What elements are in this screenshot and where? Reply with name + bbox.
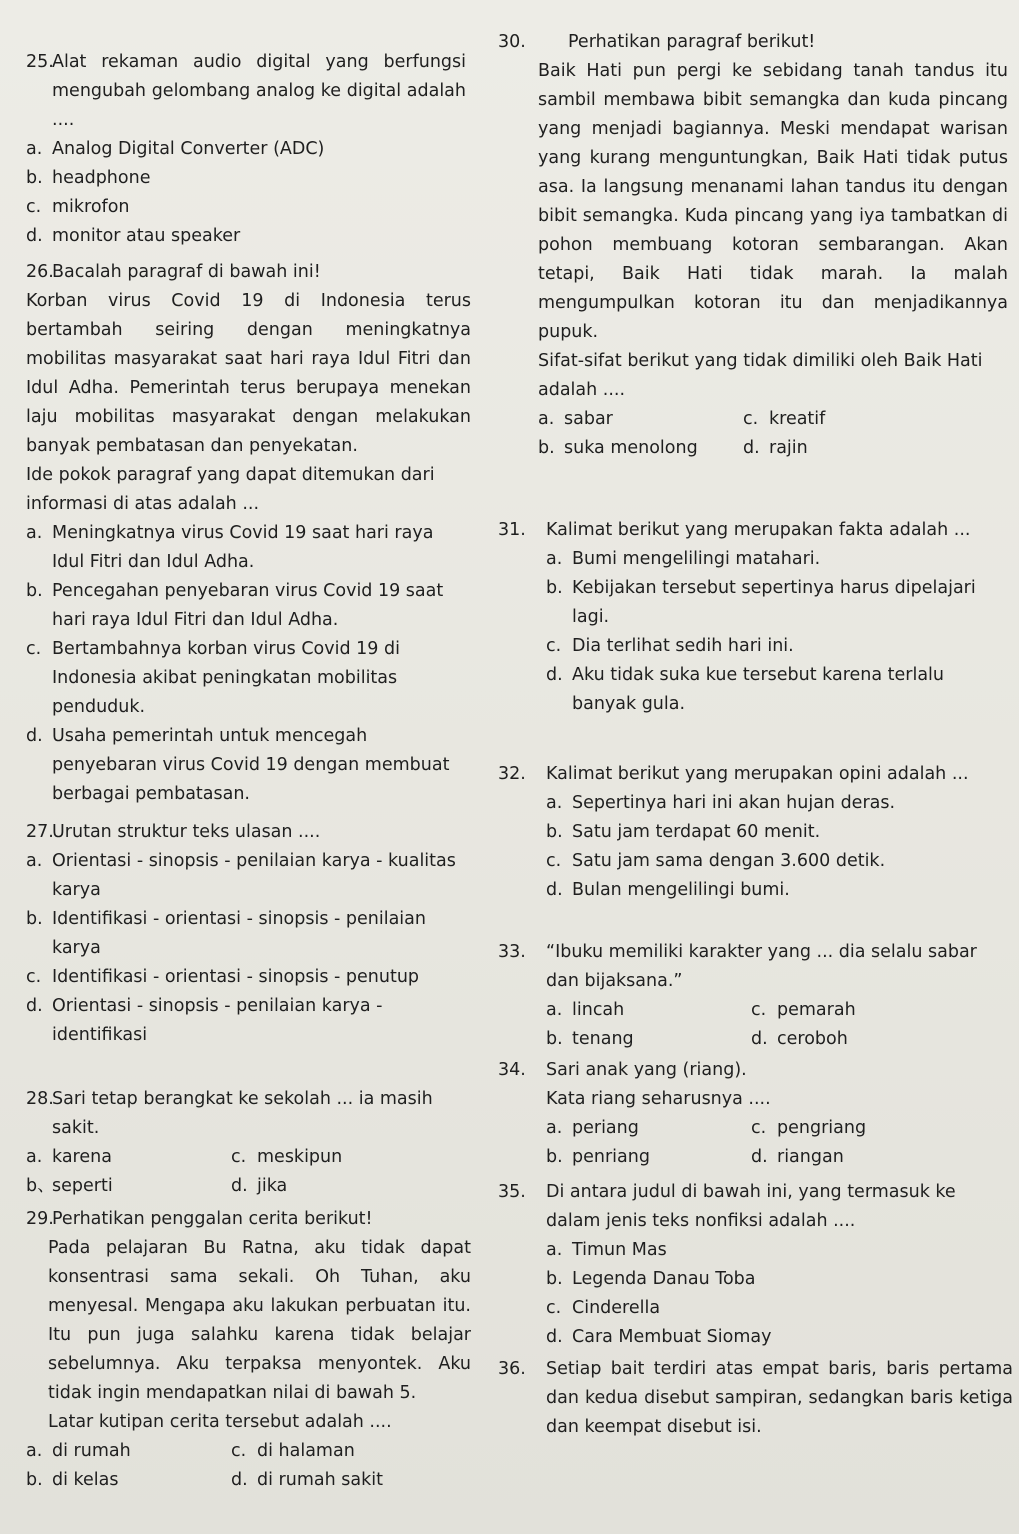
option-a: Meningkatnya virus Covid 19 saat hari raya Idul Fitri dan Idul Adha.	[52, 523, 434, 572]
question-intro: Bacalah paragraf di bawah ini!	[52, 262, 321, 282]
question-intro: Perhatikan penggalan cerita berikut!	[52, 1209, 373, 1229]
option-letter: a.	[546, 1000, 563, 1020]
option-letter: c.	[546, 636, 562, 656]
option-a: periang	[572, 1118, 639, 1138]
option-b: seperti	[52, 1176, 113, 1196]
option-letter: c.	[26, 967, 42, 987]
option-letter: c.	[26, 639, 42, 659]
option-a: Bumi mengelilingi matahari.	[572, 549, 821, 569]
option-letter: a.	[26, 139, 43, 159]
question-text: Sari anak yang (riang).	[546, 1060, 747, 1080]
option-b: di kelas	[52, 1470, 119, 1490]
option-letter: a.	[538, 409, 555, 429]
option-b: suka menolong	[564, 438, 698, 458]
option-b: Pencegahan penyebaran virus Covid 19 saat hari raya Idul Fitri dan Idul Adha.	[52, 581, 444, 630]
option-c: Satu jam sama dengan 3.600 detik.	[572, 851, 886, 871]
option-c: kreatif	[769, 409, 826, 429]
option-letter: b.	[546, 822, 563, 842]
question-text: Latar kutipan cerita tersebut adalah ....	[48, 1412, 392, 1432]
question-number: 30.	[498, 32, 526, 52]
option-letter: a.	[26, 523, 43, 543]
option-a: Timun Mas	[572, 1240, 667, 1260]
question-number: 31.	[498, 520, 526, 540]
option-d: monitor atau speaker	[52, 226, 241, 246]
option-c: mikrofon	[52, 197, 130, 217]
question-35	[498, 1178, 1013, 1352]
option-letter: d.	[751, 1147, 768, 1167]
question-text: “Ibuku memiliki karakter yang ... dia selalu sabar dan bijaksana.”	[546, 942, 977, 991]
option-c: Dia terlihat sedih hari ini.	[572, 636, 794, 656]
option-letter: d.	[546, 880, 563, 900]
option-letter: a.	[546, 1118, 563, 1138]
question-text: Ide pokok paragraf yang dapat ditemukan dari informasi di atas adalah ...	[26, 465, 435, 514]
question-33	[498, 938, 1013, 1054]
option-letter: a.	[26, 1147, 43, 1167]
option-a: karena	[52, 1147, 112, 1167]
option-d: di rumah sakit	[257, 1470, 383, 1490]
question-27	[26, 818, 471, 1050]
option-c: Cinderella	[572, 1298, 661, 1318]
option-letter: b.	[546, 1269, 563, 1289]
option-c: di halaman	[257, 1441, 355, 1461]
question-passage: Baik Hati pun pergi ke sebidang tanah tandus itu sambil membawa bibit semangka dan kuda pincang yang menjadi bagiannya. Meski mendapat warisan yang kurang menguntungkan, Baik Hati tidak putus asa. Ia langsung menanami lahan tandus itu dengan bibit semangka. Kuda pincang yang iya tambatkan di pohon membuang kotoran sembarangan. Akan tetapi, Baik Hati tidak marah. Ia malah mengumpulkan kotoran itu dan menjadikannya pupuk.	[538, 61, 1008, 342]
option-letter: d.	[743, 438, 760, 458]
question-intro: Perhatikan paragraf berikut!	[568, 32, 816, 52]
option-letter: a.	[546, 793, 563, 813]
option-b: Identifikasi - orientasi - sinopsis - penilaian karya	[52, 909, 426, 958]
option-b: tenang	[572, 1029, 634, 1049]
option-b: Satu jam terdapat 60 menit.	[572, 822, 821, 842]
option-a: di rumah	[52, 1441, 131, 1461]
option-letter: d.	[751, 1029, 768, 1049]
question-number: 25.	[26, 52, 54, 72]
option-letter: b.	[546, 578, 563, 598]
option-letter: c.	[546, 1298, 562, 1318]
question-34	[498, 1056, 1008, 1172]
option-letter: d.	[26, 996, 43, 1016]
option-letter: d.	[26, 726, 43, 746]
question-number: 27.	[26, 822, 54, 842]
question-text-2: Kata riang seharusnya ....	[546, 1089, 771, 1109]
question-36	[498, 1355, 1013, 1442]
option-d: Aku tidak suka kue tersebut karena terlalu banyak gula.	[572, 665, 945, 714]
question-passage: Korban virus Covid 19 di Indonesia terus bertambah seiring dengan meningkatnya mobilitas masyarakat saat hari raya Idul Fitri dan Idul Adha. Pemerintah terus berupaya menekan laju mobilitas masyarakat dengan melakukan banyak pembatasan dan penyekatan.	[26, 291, 471, 456]
option-letter: b.	[26, 909, 43, 929]
question-text: Urutan struktur teks ulasan ....	[52, 822, 321, 842]
question-number: 26.	[26, 262, 54, 282]
option-b: Legenda Danau Toba	[572, 1269, 756, 1289]
option-letter: b.	[26, 168, 43, 188]
option-letter: c.	[751, 1118, 767, 1138]
question-text: Di antara judul di bawah ini, yang termasuk ke dalam jenis teks nonfiksi adalah ....	[546, 1182, 956, 1231]
option-d: Bulan mengelilingi bumi.	[572, 880, 790, 900]
question-28	[26, 1085, 471, 1201]
option-letter: b、	[26, 1176, 55, 1196]
question-30	[498, 28, 1008, 463]
question-29	[26, 1205, 471, 1495]
question-number: 29.	[26, 1209, 54, 1229]
option-letter: b.	[26, 581, 43, 601]
question-text: Sifat-sifat berikut yang tidak dimiliki oleh Baik Hati adalah ....	[538, 351, 983, 400]
option-letter: b.	[546, 1147, 563, 1167]
option-letter: b.	[546, 1029, 563, 1049]
option-c: Identifikasi - orientasi - sinopsis - penutup	[52, 967, 420, 987]
question-number: 35.	[498, 1182, 526, 1202]
option-letter: c.	[743, 409, 759, 429]
question-number: 28.	[26, 1089, 54, 1109]
option-letter: c.	[546, 851, 562, 871]
option-d: Cara Membuat Siomay	[572, 1327, 772, 1347]
option-c: pengriang	[777, 1118, 867, 1138]
option-letter: b.	[538, 438, 555, 458]
option-letter: a.	[546, 1240, 563, 1260]
option-c: pemarah	[777, 1000, 856, 1020]
question-text: Alat rekaman audio digital yang berfungsi mengubah gelombang analog ke digital adalah ....	[52, 52, 466, 130]
option-d: rajin	[769, 438, 808, 458]
option-a: Sepertinya hari ini akan hujan deras.	[572, 793, 896, 813]
option-letter: a.	[546, 549, 563, 569]
option-d: jika	[257, 1176, 288, 1196]
question-text: Kalimat berikut yang merupakan opini adalah ...	[546, 764, 969, 784]
question-number: 36.	[498, 1359, 526, 1379]
option-a: lincah	[572, 1000, 625, 1020]
option-d: Orientasi - sinopsis - penilaian karya - identifikasi	[52, 996, 383, 1045]
option-b: penriang	[572, 1147, 650, 1167]
question-25	[26, 48, 466, 251]
option-a: sabar	[564, 409, 613, 429]
option-a: Orientasi - sinopsis - penilaian karya - kualitas karya	[52, 851, 456, 900]
option-letter: c.	[26, 197, 42, 217]
question-number: 33.	[498, 942, 526, 962]
option-b: headphone	[52, 168, 151, 188]
question-31	[498, 516, 1008, 719]
option-letter: d.	[546, 1327, 563, 1347]
option-d: ceroboh	[777, 1029, 848, 1049]
option-letter: d.	[231, 1470, 248, 1490]
question-text: Kalimat berikut yang merupakan fakta adalah ...	[546, 520, 971, 540]
option-letter: b.	[26, 1470, 43, 1490]
option-letter: c.	[231, 1441, 247, 1461]
option-letter: c.	[231, 1147, 247, 1167]
option-a: Analog Digital Converter (ADC)	[52, 139, 325, 159]
option-b: Kebijakan tersebut sepertinya harus dipelajari lagi.	[572, 578, 976, 627]
option-d: riangan	[777, 1147, 844, 1167]
question-number: 34.	[498, 1060, 526, 1080]
question-26	[26, 258, 471, 809]
option-letter: a.	[26, 1441, 43, 1461]
question-32	[498, 760, 1008, 905]
option-letter: d.	[26, 226, 43, 246]
option-letter: c.	[751, 1000, 767, 1020]
question-number: 32.	[498, 764, 526, 784]
option-letter: d.	[546, 665, 563, 685]
question-passage: Pada pelajaran Bu Ratna, aku tidak dapat konsentrasi sama sekali. Oh Tuhan, aku menyesal. Mengapa aku lakukan perbuatan itu. Itu pun juga salahku karena tidak belajar sebelumnya. Aku terpaksa menyontek. Aku tidak ingin mendapatkan nilai di bawah 5.	[48, 1238, 471, 1403]
option-letter: d.	[231, 1176, 248, 1196]
question-text: Setiap bait terdiri atas empat baris, baris pertama dan kedua disebut sampiran, sedangkan baris ketiga dan keempat disebut isi.	[546, 1359, 1013, 1437]
option-c: Bertambahnya korban virus Covid 19 di Indonesia akibat peningkatan mobilitas penduduk.	[52, 639, 400, 717]
option-d: Usaha pemerintah untuk mencegah penyebaran virus Covid 19 dengan membuat berbagai pembatasan.	[52, 726, 450, 804]
option-letter: a.	[26, 851, 43, 871]
option-c: meskipun	[257, 1147, 343, 1167]
question-text: Sari tetap berangkat ke sekolah ... ia masih sakit.	[52, 1089, 433, 1138]
